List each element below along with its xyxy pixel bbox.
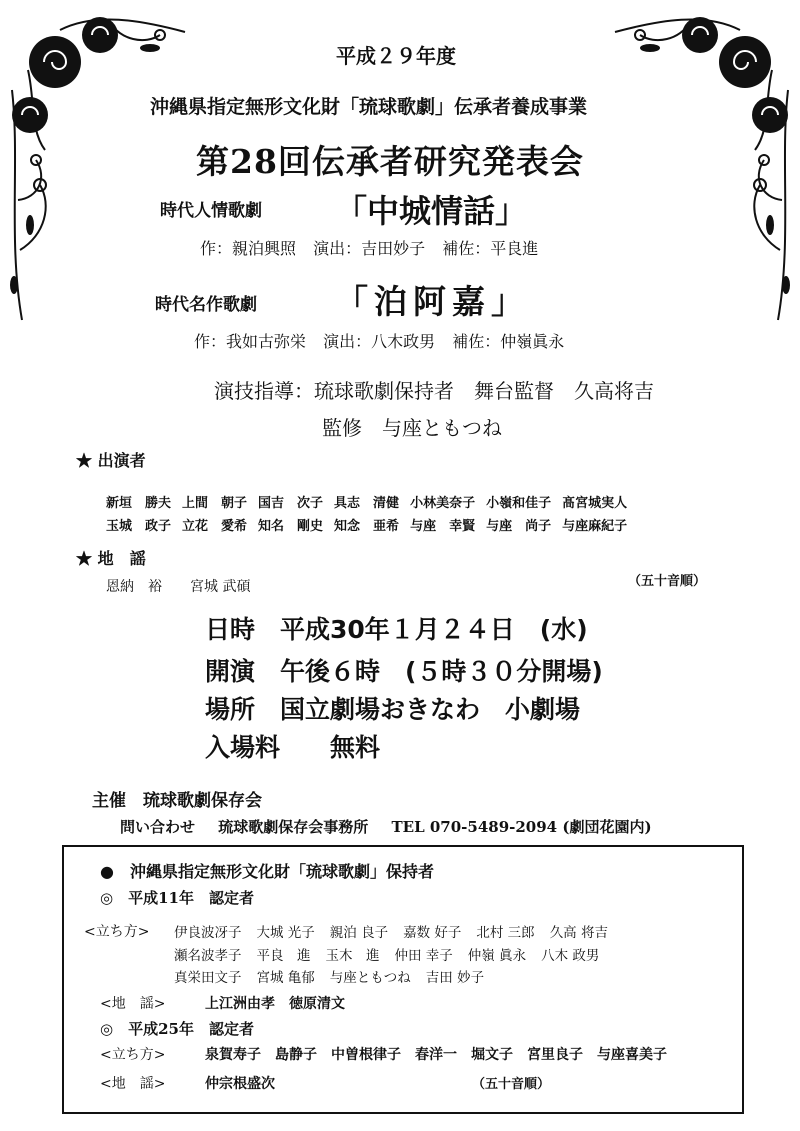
holder-name: 嘉数 好子	[403, 925, 462, 941]
holder-name: 親泊 良子	[329, 925, 389, 941]
contact	[120, 816, 652, 837]
cast-member: 新垣 勝夫	[106, 496, 172, 511]
play1-author: 作：親泊興照	[200, 239, 297, 258]
event-venue: 場所 国立劇場おきなわ 小劇場	[205, 695, 581, 724]
cast-row-2	[106, 515, 638, 534]
box-order-note: （五十音順）	[472, 1077, 551, 1092]
event-fee: 入場料 無料	[205, 733, 381, 762]
cast-heading: ★ 出演者	[76, 451, 146, 470]
h11-heading: ◎ 平成11年 認定者	[100, 889, 254, 907]
cast-member: 知名 剛史	[258, 519, 324, 534]
organizer: 主催 琉球歌劇保存会	[92, 791, 262, 811]
h25-tachikata-names: 泉賀寿子 島静子 中曽根律子 春洋一 堀文子 宮里良子 与座喜美子	[205, 1047, 667, 1063]
cast-member: 小嶺和佳子	[486, 496, 552, 511]
h25-jiutai-names: 仲宗根盛次	[205, 1076, 275, 1092]
holder-name: 北村 三郎	[476, 925, 535, 941]
event-title: 第28回伝承者研究発表会	[196, 142, 584, 181]
h11-tachikata-label: <立ち方>	[84, 924, 150, 940]
cast-member: 小林美奈子	[410, 496, 476, 511]
holder-name: 平良 進	[256, 948, 311, 964]
cast-member: 与座麻紀子	[562, 519, 628, 534]
holder-name: 八木 政男	[541, 948, 600, 964]
cast-member: 与座 幸賢	[410, 519, 476, 534]
play1-genre: 時代人情歌劇	[160, 201, 262, 221]
holder-name: 瀬名波孝子	[174, 948, 242, 964]
play1-credits	[200, 236, 538, 259]
cast-member: 上間 朝子	[182, 496, 248, 511]
cast-member: 髙宮城実人	[562, 496, 628, 511]
cast-member: 与座 尚子	[486, 519, 552, 534]
h25-heading: ◎ 平成25年 認定者	[100, 1020, 254, 1038]
cast-member: 知念 亜希	[334, 519, 400, 534]
event-start: 開演 午後６時 (５時３０分開場)	[205, 657, 603, 686]
jiutai-names: 恩納 裕 宮城 武碩	[106, 579, 251, 595]
event-date: 日時 平成30年１月２４日 (水)	[205, 615, 588, 644]
h11-tachikata-row-3	[174, 966, 499, 986]
play2-title: 「泊阿嘉」	[335, 282, 530, 321]
holder-name: 宮城 亀郁	[256, 970, 315, 986]
project-title: 沖縄県指定無形文化財「琉球歌劇」伝承者養成事業	[150, 96, 588, 118]
holder-name: 与座ともつね	[329, 970, 411, 986]
jiutai-heading: ★ 地 謡	[76, 549, 146, 568]
holder-name: 仲嶺 眞永	[467, 948, 527, 964]
cast-member: 国吉 次子	[258, 496, 324, 511]
h25-tachikata-label: <立ち方>	[100, 1047, 166, 1063]
holder-name: 大城 光子	[256, 925, 315, 941]
cast-row-1	[106, 492, 638, 511]
play1-title: 「中城情話」	[335, 192, 528, 230]
holder-name: 仲田 幸子	[394, 948, 453, 964]
contact-tel: TEL 070-5489-2094 (劇団花園内)	[391, 818, 652, 836]
holder-name: 伊良波冴子	[174, 925, 242, 941]
rose-ornament-left-icon	[0, 0, 200, 330]
contact-org: 琉球歌劇保存会事務所	[218, 818, 369, 836]
contact-label: 問い合わせ	[120, 818, 196, 836]
acting-guidance: 演技指導：琉球歌劇保持者 舞台監督 久高将吉	[214, 379, 654, 403]
cast-member: 玉城 政子	[106, 519, 172, 534]
order-note: （五十音順）	[628, 574, 707, 589]
h11-jiutai-label: <地 謡>	[100, 996, 166, 1012]
play1-assistant: 補佐：平良進	[442, 239, 539, 258]
holder-name: 吉田 妙子	[425, 970, 485, 986]
cast-member: 具志 清健	[334, 496, 400, 511]
holder-name: 久高 将吉	[549, 925, 608, 941]
cast-member: 立花 愛希	[182, 519, 248, 534]
h25-jiutai-label: <地 謡>	[100, 1076, 166, 1092]
play2-credits	[194, 329, 564, 352]
h11-jiutai-names: 上江洲由孝 徳原清文	[205, 996, 345, 1012]
h11-tachikata-row-2	[174, 944, 614, 964]
play2-genre: 時代名作歌劇	[155, 295, 257, 315]
play2-assistant: 補佐：仲嶺眞永	[452, 332, 565, 351]
h11-tachikata-row-1	[174, 921, 623, 941]
holder-name: 真栄田文子	[174, 970, 242, 986]
holders-title: ● 沖縄県指定無形文化財「琉球歌劇」保持者	[100, 862, 434, 881]
play2-author: 作：我如古弥栄	[194, 332, 307, 351]
holder-name: 玉木 進	[325, 948, 380, 964]
fiscal-year: 平成２９年度	[336, 44, 456, 68]
play1-director: 演出：吉田妙子	[313, 239, 426, 258]
supervision: 監修 与座ともつね	[322, 416, 502, 440]
play2-director: 演出：八木政男	[323, 332, 436, 351]
rose-ornament-right-icon	[600, 0, 800, 330]
